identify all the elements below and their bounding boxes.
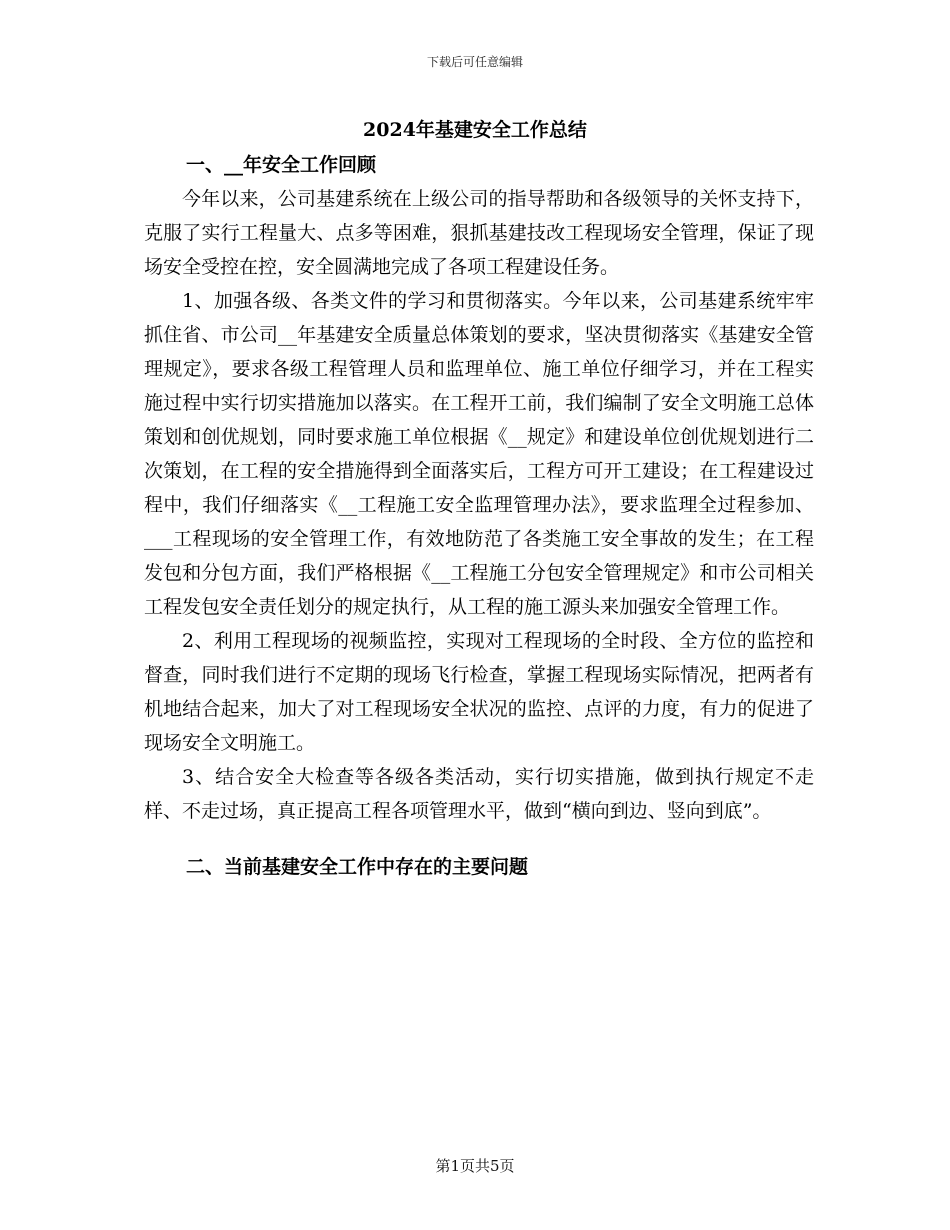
document-title: 2024年基建安全工作总结	[363, 119, 587, 141]
page-number: 第1页共5页	[435, 1157, 515, 1175]
section-heading-1: 一、__年安全工作回顾	[186, 154, 377, 176]
paragraph-intro: 今年以来，公司基建系统在上级公司的指导帮助和各级领导的关怀支持下，克服了实行工程量大、点多等困难，狠抓基建技改工程现场安全管理，保证了现场安全受控在控，安全圆满地完成了各项工程建设任务。	[144, 188, 814, 278]
document-body	[144, 148, 814, 884]
paragraph-item-3: 3、结合安全大检查等各级各类活动，实行切实措施，做到执行规定不走样、不走过场，真正提高工程各项管理水平，做到“横向到边、竖向到底”。	[144, 766, 814, 822]
paragraph-item-2: 2、利用工程现场的视频监控，实现对工程现场的全时段、全方位的监控和督查，同时我们进行不定期的现场飞行检查，掌握工程现场实际情况，把两者有机地结合起来，加大了对工程现场安全状况的监控、点评的力度，有力的促进了现场安全文明施工。	[144, 630, 814, 754]
header-note: 下载后可任意编辑	[426, 55, 523, 69]
section-heading-2: 二、当前基建安全工作中存在的主要问题	[186, 856, 529, 878]
paragraph-item-1: 1、加强各级、各类文件的学习和贯彻落实。今年以来，公司基建系统牢牢抓住省、市公司__年基建安全质量总体策划的要求，坚决贯彻落实《基建安全管理规定》，要求各级工程管理人员和监理单位、施工单位仔细学习，并在工程实施过程中实行切实措施加以落实。在工程开工前，我们编制了安全文明施工总体策划和创优规划，同时要求施工单位根据《__规定》和建设单位创优规划进行二次策划，在工程的安全措施得到全面落实后，工程方可开工建设；在工程建设过程中，我们仔细落实《__工程施工安全监理管理办法》，要求监理全过程参加、___工程现场的安全管理工作，有效地防范了各类施工安全事故的发生；在工程发包和分包方面，我们严格根据《__工程施工分包安全管理规定》和市公司相关工程发包安全责任划分的规定执行，从工程的施工源头来加强安全管理工作。	[144, 290, 814, 618]
